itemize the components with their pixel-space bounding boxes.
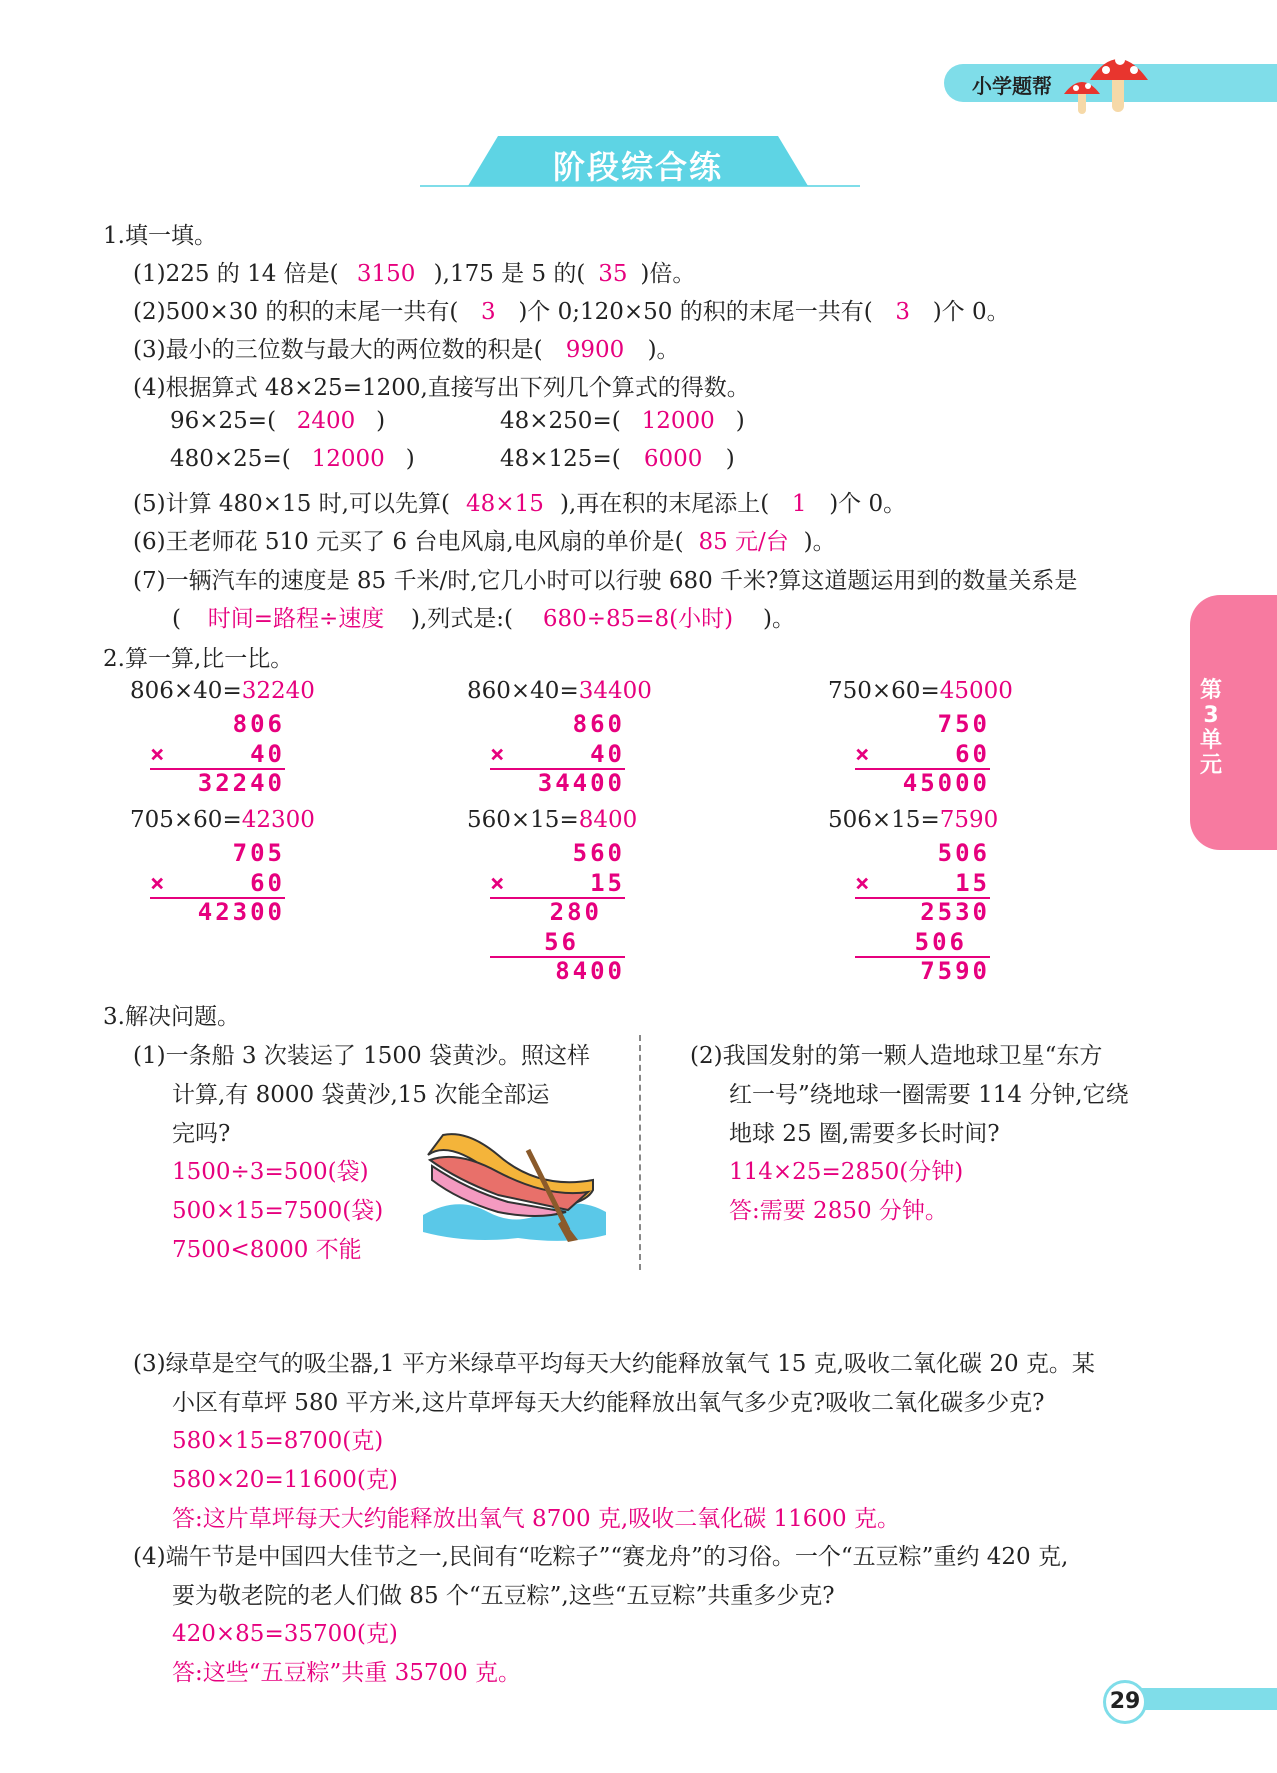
expr-text: 750×60= bbox=[828, 678, 940, 704]
calc-expression bbox=[130, 807, 315, 833]
answer: 32240 bbox=[241, 678, 315, 704]
problem-1-text: (1)一条船 3 次装运了 1500 袋黄沙。照这样 bbox=[133, 1043, 590, 1069]
times-sign: × bbox=[150, 740, 168, 768]
problem-4-answer: 420×85=35700(克) bbox=[172, 1621, 398, 1647]
problem-2-text: 红一号”绕地球一圈需要 114 分钟,它绕 bbox=[729, 1082, 1129, 1108]
q1-item-1 bbox=[133, 255, 695, 288]
mushroom-icon bbox=[1060, 44, 1150, 116]
q1-text: ),再在积的末尾添上( bbox=[559, 491, 770, 517]
q1-heading: 1.填一填。 bbox=[103, 223, 217, 249]
vertical-multiplicand: 506 bbox=[937, 839, 990, 867]
brand-label: 小学题帮 bbox=[972, 74, 1052, 98]
vertical-product: 8400 bbox=[555, 957, 625, 985]
expr-text: 705×60= bbox=[130, 807, 242, 833]
q1-text: (5)计算 480×15 时,可以先算( bbox=[133, 491, 450, 517]
problem-3-text: 小区有草坪 580 平方米,这片草坪每天大约能释放出氧气多少克?吸收二氧化碳多少克? bbox=[172, 1390, 1045, 1416]
q1-item-6 bbox=[133, 523, 836, 556]
problem-1-answer: 500×15=7500(袋) bbox=[172, 1198, 384, 1224]
eq-text: ) bbox=[735, 408, 745, 434]
calc-expression bbox=[828, 807, 998, 833]
vertical-multiplicand: 705 bbox=[232, 839, 285, 867]
vertical-multiplier: 15 bbox=[590, 869, 625, 897]
q1-text: (6)王老师花 510 元买了 6 台电风扇,电风扇的单价是( bbox=[133, 529, 684, 555]
times-sign: × bbox=[855, 740, 873, 768]
vertical-multiplicand: 750 bbox=[937, 710, 990, 738]
problem-3-answer: 答:这片草坪每天大约能释放出氧气 8700 克,吸收二氧化碳 11600 克。 bbox=[172, 1506, 901, 1532]
calc-expression bbox=[467, 807, 637, 833]
q1-text: (1)225 的 14 倍是( bbox=[133, 261, 339, 287]
partial-product: 2530 bbox=[920, 898, 990, 926]
eq-text: ) bbox=[725, 446, 735, 472]
calc-expression bbox=[130, 678, 315, 704]
answer: 8400 bbox=[578, 807, 638, 833]
times-sign: × bbox=[490, 869, 508, 897]
problem-3-text: (3)绿草是空气的吸尘器,1 平方米绿草平均每天大约能释放氧气 15 克,吸收二氧化碳 20 克。某 bbox=[133, 1351, 1095, 1377]
answer: 85 元/台 bbox=[698, 529, 789, 555]
eq-text: 48×250=( bbox=[500, 408, 621, 434]
q1-item-7-answer bbox=[172, 600, 795, 633]
problem-2-answer: 答:需要 2850 分钟。 bbox=[729, 1198, 948, 1224]
q1-eq-1 bbox=[170, 408, 385, 434]
problem-3-answer: 580×20=11600(克) bbox=[172, 1467, 398, 1493]
q1-item-5 bbox=[133, 485, 906, 518]
eq-text: 480×25=( bbox=[170, 446, 291, 472]
q1-item-3 bbox=[133, 331, 680, 364]
expr-text: 806×40= bbox=[130, 678, 242, 704]
calc-expression bbox=[467, 678, 652, 704]
q1-text: ),175 是 5 的( bbox=[433, 261, 586, 287]
q1-text: )个 0;120×50 的积的末尾一共有( bbox=[518, 299, 873, 325]
answer: 7590 bbox=[939, 807, 999, 833]
eq-text: 48×125=( bbox=[500, 446, 621, 472]
expr-text: 506×15= bbox=[828, 807, 940, 833]
calc-expression bbox=[828, 678, 1013, 704]
section-title-text: 阶段综合练 bbox=[552, 148, 723, 186]
partial-product: 280 bbox=[549, 898, 602, 926]
answer: 48×15 bbox=[466, 491, 544, 517]
answer: 6000 bbox=[643, 446, 703, 472]
q1-text: ),列式是:( bbox=[410, 606, 513, 632]
vertical-multiplier: 40 bbox=[250, 740, 285, 768]
expr-text: 560×15= bbox=[467, 807, 579, 833]
answer: 12000 bbox=[641, 408, 715, 434]
q3-heading: 3.解决问题。 bbox=[103, 1004, 240, 1030]
times-sign: × bbox=[490, 740, 508, 768]
vertical-multiplier: 15 bbox=[955, 869, 990, 897]
partial-product: 506 bbox=[914, 928, 967, 956]
vertical-multiplier: 40 bbox=[590, 740, 625, 768]
answer: 3 bbox=[895, 299, 911, 325]
unit-tab-label: 第3单元 bbox=[1200, 678, 1223, 778]
expr-text: 860×40= bbox=[467, 678, 579, 704]
times-sign: × bbox=[855, 869, 873, 897]
q1-text: (2)500×30 的积的末尾一共有( bbox=[133, 299, 459, 325]
answer: 12000 bbox=[311, 446, 385, 472]
problem-4-answer: 答:这些“五豆粽”共重 35700 克。 bbox=[172, 1660, 522, 1686]
problem-1-answer: 1500÷3=500(袋) bbox=[172, 1159, 369, 1185]
answer: 1 bbox=[791, 491, 807, 517]
problem-1-text: 计算,有 8000 袋黄沙,15 次能全部运 bbox=[172, 1082, 550, 1108]
page-number: 29 bbox=[1103, 1680, 1147, 1724]
q1-eq-3 bbox=[170, 446, 415, 472]
answer: 时间=路程÷速度 bbox=[207, 606, 385, 632]
q2-heading: 2.算一算,比一比。 bbox=[103, 646, 294, 672]
eq-text: ) bbox=[376, 408, 386, 434]
q1-text: )倍。 bbox=[640, 261, 696, 287]
q1-text: )个 0。 bbox=[829, 491, 907, 517]
answer: 9900 bbox=[565, 337, 625, 363]
q1-eq-4 bbox=[500, 446, 735, 472]
vertical-multiplicand: 560 bbox=[572, 839, 625, 867]
problem-2-text: 地球 25 圈,需要多长时间? bbox=[729, 1121, 1000, 1147]
answer: 42300 bbox=[241, 807, 315, 833]
q1-eq-2 bbox=[500, 408, 745, 434]
q1-item-2 bbox=[133, 293, 1010, 326]
section-title bbox=[468, 136, 808, 186]
q1-text: (3)最小的三位数与最大的两位数的积是( bbox=[133, 337, 543, 363]
answer: 3150 bbox=[356, 261, 416, 287]
vertical-product: 32240 bbox=[197, 769, 285, 797]
eq-text: ) bbox=[405, 446, 415, 472]
partial-product: 56 bbox=[544, 928, 579, 956]
vertical-multiplier: 60 bbox=[955, 740, 990, 768]
vertical-product: 45000 bbox=[902, 769, 990, 797]
answer: 680÷85=8(小时) bbox=[542, 606, 734, 632]
vertical-multiplier: 60 bbox=[250, 869, 285, 897]
vertical-product: 7590 bbox=[920, 957, 990, 985]
column-divider bbox=[639, 1035, 641, 1270]
vertical-multiplicand: 806 bbox=[232, 710, 285, 738]
q1-text: )。 bbox=[647, 337, 680, 363]
q1-text: ( bbox=[172, 606, 181, 632]
times-sign: × bbox=[150, 869, 168, 897]
problem-1-text: 完吗? bbox=[172, 1121, 231, 1147]
answer: 45000 bbox=[939, 678, 1013, 704]
vertical-multiplicand: 860 bbox=[572, 710, 625, 738]
problem-4-text: 要为敬老院的老人们做 85 个“五豆粽”,这些“五豆粽”共重多少克? bbox=[172, 1583, 835, 1609]
vertical-product: 42300 bbox=[197, 898, 285, 926]
problem-4-text: (4)端午节是中国四大佳节之一,民间有“吃粽子”“赛龙舟”的习俗。一个“五豆粽”重约 420 克, bbox=[133, 1544, 1069, 1570]
q1-item-4: (4)根据算式 48×25=1200,直接写出下列几个算式的得数。 bbox=[133, 375, 750, 401]
problem-3-answer: 580×15=8700(克) bbox=[172, 1428, 384, 1454]
problem-2-answer: 114×25=2850(分钟) bbox=[729, 1159, 964, 1185]
q1-text: )。 bbox=[803, 529, 836, 555]
boat-illustration bbox=[418, 1120, 608, 1245]
eq-text: 96×25=( bbox=[170, 408, 277, 434]
vertical-product: 34400 bbox=[537, 769, 625, 797]
answer: 3 bbox=[480, 299, 496, 325]
q1-text: )个 0。 bbox=[932, 299, 1010, 325]
q1-text: )。 bbox=[763, 606, 795, 632]
problem-2-text: (2)我国发射的第一颗人造地球卫星“东方 bbox=[690, 1043, 1103, 1069]
answer: 2400 bbox=[296, 408, 356, 434]
q1-item-7: (7)一辆汽车的速度是 85 千米/时,它几小时可以行驶 680 千米?算这道题运用到的数量关系是 bbox=[133, 568, 1078, 594]
answer: 34400 bbox=[578, 678, 652, 704]
problem-1-answer: 7500<8000 不能 bbox=[172, 1237, 362, 1263]
answer: 35 bbox=[598, 261, 628, 287]
